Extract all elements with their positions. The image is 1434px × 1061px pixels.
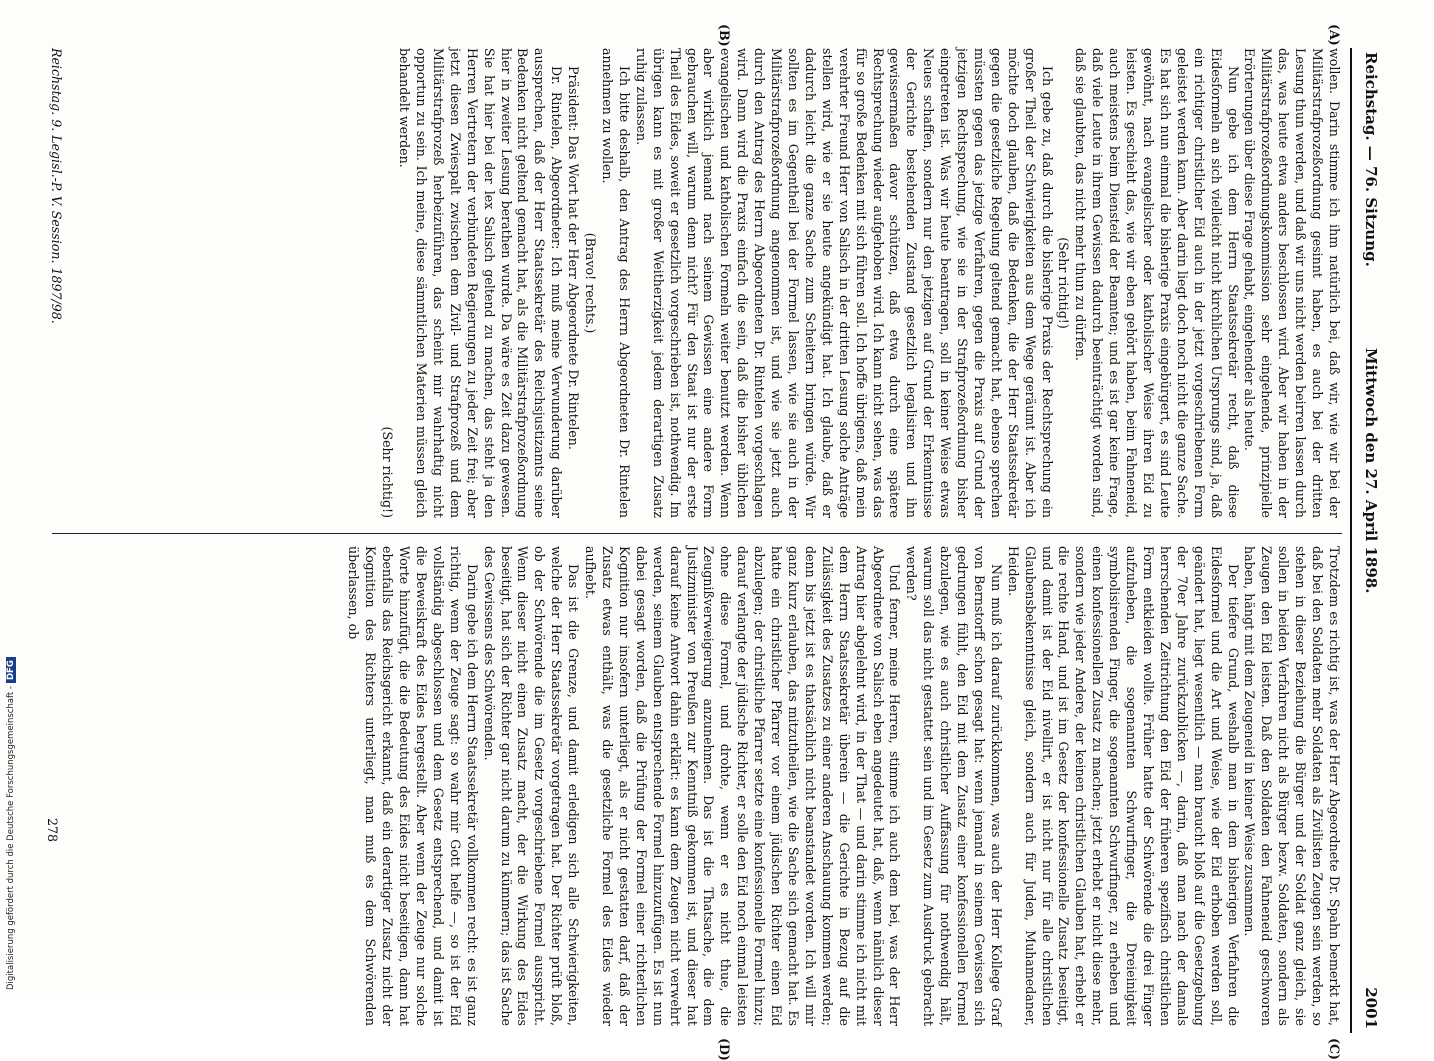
page-footer: Reichstag. 9. Legisl.-P. V. Session. 1897/98. <box>49 48 64 324</box>
paragraph: Ich gebe zu, daß durch die bisherige Praxis der Rechtsprechung ein großer Theil der Schwierigkeiten aus dem Wege geräumt ist. Aber ich möchte doch glauben, daß die Bedenken, die der Herr Staatssekretär gegen die gesetzliche Regelung geltend gemacht hat, ebenso sprechen müssten gegen das jetzige Verfahren, gegen die Praxis auf Grund der jetzigen Rechtsprechung, wie sie in der Strafprozeßordnung bisher eingetreten ist. Was wir heute beantragen, soll in keiner Weise etwas Neues schaffen, sondern nur den jetzigen auf Grund der Erkenntnisse der Gerichte bestehenden Zustand gesetzlich legalisiren und ihn gewissermaßen davor schützen, daß etwa durch eine spätere Rechtsprechung wieder aufgehoben wird. Ich kann nicht sehen, was das für so große Bedenken mit sich führen soll. Ich hoffe übrigens, daß mein verehrter Freund Herr von Salisch in der dritten Lesung solche Anträge stellen wird, wie er sie heute angekündigt hat. Ich glaube, daß er dadurch leicht die ganze Sache zum Scheitern bringen würde. Wir sollten es im Gegentheil bei der Formel lassen, wie sie auch in der Militärstrafprozeßordnung angenommen ist, und wie sie jetzt auch durch den Antrag des Herrn Abgeordneten Dr. Rintelen vorgeschlagen wird. Dann wird die Praxis einfach die sein, daß die bisher üblichen evangelischen und katholischen Formeln weiter benutzt werden. Wenn aber wirklich jemand nach seinem Gewissen eine andere Form gebrauchen will, warum denn nicht? Für den Staat ist nur der erste Theil des Eides, soweit er gesetzlich vorgeschrieben ist, nothwendig. Im übrigen kann es mit großer Weitherzigkeit jedem derartigen Zusatz ruhig zulassen. <box>633 48 1055 518</box>
header-date: Mittwoch den 27. April 1898. <box>1362 348 1380 594</box>
paragraph: wollen. Darin stimme ich ihm natürlich bei, daß wir, wie wir bei der Militärstrafprozeßordnung gesinnt haben, es auch bei der dritten Lesung thun werden, und daß wir uns nicht werden beirren lassen durch das, was heute etwa anders beschlossen wird. Aber wir haben in der Militärstrafprozeßordnungskommission sehr eingehende, prinzipielle Erörterungen über diese Frage gehabt, eingehender als heute. <box>1242 48 1342 518</box>
dfg-logo: DFG <box>6 657 16 683</box>
right-text-column <box>47 546 1342 1026</box>
digitization-text: Digitalisierung gefördert durch die Deutsche Forschungsgemeinschaft - <box>6 686 16 990</box>
paragraph: Ich bitte deshalb, den Antrag des Herrn Abgeordneten Dr. Rintelen annehmen zu wollen. <box>600 48 632 518</box>
paragraph: (Sehr richtig!) <box>1056 237 1072 329</box>
margin-marker-a: (A) <box>1327 24 1342 46</box>
paragraph: Darin gebe ich dem Herrn Staatssekretär vollkommen recht: es ist ganz richtig, wenn der Zeuge sagt: so wahr mir Gott helfe —, so ist der Eid vollständig abgeschlossen und dem Gesetz entsprechend, und damit ist die Beweiskraft des Eides hergestellt. Aber wenn der Zeuge nur solche Worte hinzufügt, die die Bedeutung des Eides nicht beseitigen, dann hat ebenfalls das Reichsgericht erkannt, daß ein derartiger Zusatz nicht der Kognition des Richters unterliegt, man muß es dem Schwörenden überlassen, ob <box>346 546 480 1026</box>
paragraph: Nun gebe ich dem Herrn Staatssekretär recht, daß diese Eidesformeln an sich vielleicht nicht kirchlichen Ursprungs sind, ja, daß ein richtiger christlicher Eid auch in der jetzt vorgeschriebenen Form geleistet werden kann. Aber darin liegt doch noch nicht die ganze Sache. Es hat sich nun einmal die bisherige Praxis eingebürgert, es sind Leute gewöhnt, nach evangelischer oder katholischer Weise ihren Eid zu leisten. Es geschieht das, wie wir eben gehört haben, beim Fahneneid, auch meistens beim Diensteid der Beamten; und es ist gar keine Frage, daß viele Leute in ihrem Gewissen dadurch beeinträchtigt worden sind, daß sie glaubten, das nicht mehr thun zu dürfen. <box>1073 48 1241 518</box>
paragraph: Präsident: Das Wort hat der Herr Abgeordnete Dr. Rintelen. <box>566 66 582 450</box>
paragraph: Und ferner, meine Herren, stimme ich auch dem bei, was der Herr Abgeordnete von Salisch eben angedeutet hat, daß, wenn nämlich dieser Antrag hier abgelehnt wird, in der That — und darin stimme ich nicht mit dem Herrn Staatssekretär überein — die Gerichte in Bezug auf die Zulässigkeit des Zusatzes zu einer anderen Anschauung kommen werden; denn bis jetzt ist es thatsächlich nicht beanstandet worden. Ich will mir ganz kurz erlauben, das mitzutheilen, wie die Sache sich gemacht hat. Es hatte ein christlicher Pfarrer vor einem jüdischen Richter einen Eid abzulegen; der christliche Pfarrer setzte eine konfessionelle Formel hinzu; darauf verlangte der jüdische Richter, er solle den Eid noch einmal leisten ohne diese Formel, und drohte, wenn er es nicht thue, die Zeugnißverweigerung anzunehmen. Das ist die Thatsache, die dem Justizminister von Preußen zur Kenntniß gekommen ist, und dieser hat darauf keine Antwort dahin erklärt: es kann dem Zeugen nicht verwehrt werden, seinem Glauben entsprechende Formel hinzuzufügen. Es ist nun dabei gesagt worden, daß die Prüfung der Formel einer richterlichen Kognition nur insofern unterliegt, als er nicht gestatten darf, daß der Zusatz etwas enthält, was die gesetzliche Formel des Eides wieder aufhebt. <box>583 546 903 1026</box>
margin-marker-b: (B) <box>717 24 732 47</box>
header-rule <box>1350 48 1352 1033</box>
digitization-note <box>6 657 16 990</box>
paragraph: (Bravo! rechts.) <box>583 232 599 334</box>
paragraph: Nun muß ich darauf zurückkommen, was auch der Herr Kollege Graf von Bernstorff schon gesagt hat: wenn jemand in seinem Gewissen sich gedrungen fühlt, den Eid mit dem Zusatz einer konfessionellen Formel abzulegen, wie es auch christlicher Auffassung für nothwendig hält, warum soll das nicht gestattet sein und im Gesetz zum Ausdruck gebracht werden? <box>904 546 1004 1026</box>
paragraph: Dr. Rintelen, Abgeordneter: Ich muß meine Verwunderung darüber aussprechen, daß der Herr Staatssekretär des Reichsjustizamts seine Bedenken nicht geltend gemacht hat, als die Militärstrafprozeßordnung hier in zweiter Lesung berathen wurde. Da wäre es Zeit dazu gewesen. Sie hat hier bei der lex Salisch geltend zu machen, das steht ja den Herren Vertretern der verbündeten Regierungen zu jeder Zeit frei; aber jetzt diesen Zwiespalt zwischen dem Zivil- und Strafprozeß und dem Militärstrafprozeß herbeizuführen, das scheint mir wahrhaftig nicht opportun zu sein. Ich meine, diese sämmtlichen Materien müssen gleich behandelt werden. <box>397 48 565 518</box>
margin-marker-d: (D) <box>717 1038 732 1061</box>
bottom-page-number: 278 <box>45 818 60 843</box>
header-left: Reichstag. — 76. Sitzung. <box>1362 52 1380 267</box>
rotated-page-frame <box>37 24 1382 1061</box>
header-page-number: 2001 <box>1362 987 1380 1029</box>
paragraph: Das ist die Grenze, und damit erledigen sich alle Schwierigkeiten, welche der Herr Staatssekretär vorgetragen hat. Der Richter prüft bloß, ob der Schwörende die im Gesetz vorgeschriebene Formel ausspricht. Wenn dieser nicht einen Zusatz macht, der die Wirkung des Eides beseitigt, hat sich der Richter gar nicht darum zu kümmern; das ist Sache des Gewissens des Schwörenden. <box>481 546 582 1026</box>
margin-marker-c: (C) <box>1327 1038 1342 1060</box>
paragraph: (Sehr richtig!) <box>380 426 396 518</box>
paragraph: Der tiefere Grund, weshalb man in dem bisherigen Verfahren die Eidesformel und die Art und Weise, wie der Eid erhoben werden soll, geändert hat, liegt wesentlich — man braucht bloß auf die Gesetzgebung der 70er Jahre zurückzublicken —, darin, daß man nach der damals herrschenden Zeitrichtung den Eid der früheren spezifisch christlichen Form entkleiden wollte. Früher hatte der Schwörende die drei Finger aufzuheben, die sogenannten Schwurfinger, die Dreieinigkeit symbolisirenden Finger, die sogenannten Schwurfinger, zu erheben und einen konfessionellen Zusatz zu machen; jetzt erhebt er nicht diese mehr, sondern wie jeder Andere, der keinen christlichen Glauben hat, erhebt er die rechte Hand, und ist im Gesetz der konfessionelle Zusatz beseitigt, und damit ist der Eid nivellirt, er ist nicht nur für alle christlichen Glaubensbekenntnisse gleich, sondern auch für Juden, Muhamedaner, Heiden. <box>1005 546 1241 1026</box>
page-header <box>1356 48 1382 1033</box>
left-text-column <box>47 48 1342 518</box>
paragraph: Trotzdem es richtig ist, was der Herr Abgeordnete Dr. Spahn bemerkt hat, daß bei den Soldaten mehr Soldaten als Zivilisten Zeugen sein werden, so stehen in dieser Beziehung die Bürger und der Soldat ganz gleich, sie sollen in beiden Verfahren nicht als Bürger bezw. Soldaten, sondern als Zeugen den Eid leisten. Daß den Soldaten den Fahneneid geschworen haben, hängt mit dem Zeugeneid in keiner Weise zusammen. <box>1242 546 1342 1026</box>
column-divider <box>52 533 1342 534</box>
